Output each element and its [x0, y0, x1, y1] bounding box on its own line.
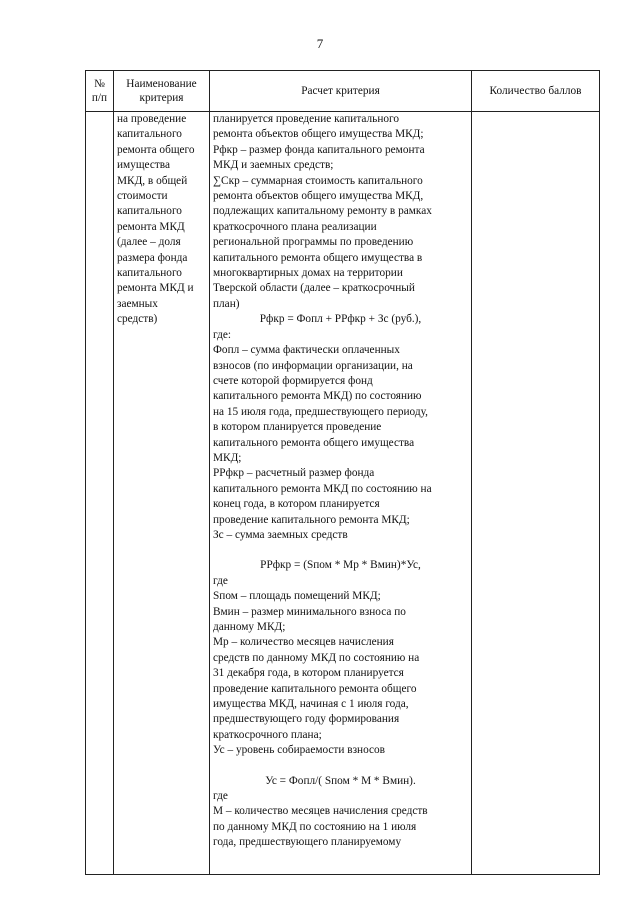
- table-row: [86, 112, 600, 875]
- calc-text-line: года, предшествующего планируемому: [213, 836, 402, 849]
- criterion-name-text: [117, 112, 206, 328]
- where-label-1: где:: [213, 328, 231, 341]
- calc-text-line: Вмин – размер минимального взноса по: [213, 605, 406, 618]
- calc-text-line: план): [213, 297, 240, 310]
- calc-text-line: данному МКД;: [213, 621, 286, 633]
- cell-name: [114, 112, 210, 875]
- cell-score: [472, 112, 600, 875]
- calc-text-line: конец года, в котором планируется: [213, 498, 380, 511]
- calc-text-line: капитального ремонта МКД по состоянию на: [213, 482, 432, 495]
- calc-text-line: проведение капитального ремонта МКД;: [213, 513, 410, 526]
- calc-text-block-3: [213, 589, 468, 758]
- calc-text-line: Рфкр – размер фонда капитального ремонта: [213, 143, 425, 156]
- calc-text-line: капитального ремонта общего имущества: [213, 436, 415, 449]
- calc-text-line: Фопл – сумма фактически оплаченных: [213, 344, 400, 357]
- header-calc: Расчет критерия: [210, 71, 472, 112]
- criterion-name-line: ремонта общего: [117, 143, 195, 156]
- calc-text-line: предшествующего году формирования: [213, 713, 400, 726]
- calc-text-line: многоквартирных домах на территории: [213, 267, 403, 280]
- calc-text-line: ремонта объектов общего имущества МКД;: [213, 128, 424, 141]
- calc-text-line: Ус – уровень собираемости взносов: [213, 744, 386, 757]
- criterion-name-line: стоимости: [117, 190, 168, 203]
- header-score: Количество баллов: [472, 71, 600, 112]
- criterion-name-line: на проведение: [117, 113, 187, 125]
- calc-text-line: планируется проведение капитального: [213, 113, 400, 125]
- calc-text-line: МКД и заемных средств;: [213, 159, 334, 172]
- calc-text-line: капитального ремонта общего имущества в: [213, 251, 423, 264]
- calc-text-line: Тверской области (далее – краткосрочный: [213, 282, 415, 295]
- criterion-name-line: средств): [117, 313, 158, 326]
- criterion-name-line: размера фонда: [117, 251, 188, 264]
- criterion-name-line: заемных: [117, 297, 158, 310]
- criterion-name-line: ремонта МКД: [117, 220, 185, 233]
- calc-text-block-4: [213, 804, 468, 850]
- formula-rfkr: Рфкр = Фопл + РРфкр + Зс (руб.),: [259, 313, 422, 326]
- calc-text-line: на 15 июля года, предшествующего периоду,: [213, 405, 428, 418]
- criteria-table: [85, 70, 600, 875]
- criterion-name-line: (далее – доля: [117, 236, 181, 249]
- calc-text-line: Зс – сумма заемных средств: [213, 528, 348, 541]
- calc-text-line: РРфкр – расчетный размер фонда: [213, 467, 375, 480]
- calc-text-line: краткосрочного плана реализации: [213, 220, 377, 233]
- calc-text-line: взносов (по информации организации, на: [213, 359, 413, 372]
- calc-text-line: М – количество месяцев начисления средств: [213, 805, 428, 818]
- formula-rrfkr: РРфкр = (Sпом * Мр * Вмин)*Ус,: [260, 559, 421, 572]
- calc-text-line: по данному МКД по состоянию на 1 июля: [213, 820, 417, 833]
- criterion-name-line: МКД, в общей: [117, 174, 188, 187]
- criterion-name-line: ремонта МКД и: [117, 282, 194, 295]
- cell-calc: [210, 112, 472, 875]
- calc-text-block-1: [213, 112, 468, 312]
- cell-num: [86, 112, 114, 875]
- calc-text-line: имущества МКД, начиная с 1 июля года,: [213, 698, 409, 711]
- calc-text-line: региональной программы по проведению: [213, 236, 414, 249]
- calc-text-line: краткосрочного плана;: [213, 728, 322, 741]
- calc-text-line: Sпом – площадь помещений МКД;: [213, 590, 381, 603]
- calc-text-line: ремонта объектов общего имущества МКД,: [213, 190, 424, 203]
- calc-text-line: Мр – количество месяцев начисления: [213, 636, 394, 649]
- where-label-2: где: [213, 574, 228, 587]
- page-number: 7: [316, 36, 324, 51]
- criterion-name-line: капитального: [117, 267, 182, 280]
- calc-text-line: подлежащих капитальному ремонту в рамках: [213, 205, 432, 218]
- criterion-name-line: имущества: [117, 159, 170, 172]
- calc-text-block-2: [213, 343, 468, 543]
- calc-text-line: в котором планируется проведение: [213, 421, 382, 434]
- criterion-name-line: капитального: [117, 205, 182, 218]
- table-header-row: [86, 71, 600, 112]
- where-label-3: где: [213, 790, 228, 803]
- calc-text-line: капитального ремонта МКД) по состоянию: [213, 390, 422, 403]
- calc-text-line: счете которой формируется фонд: [213, 374, 373, 387]
- formula-us: Ус = Фопл/( Sпом * М * Вмин).: [265, 774, 416, 787]
- header-num: № п/п: [86, 71, 114, 112]
- calc-text-line: 31 декабря года, в котором планируется: [213, 667, 404, 680]
- header-name: Наименование критерия: [114, 71, 210, 112]
- calc-text-line: ∑Скр – суммарная стоимость капитального: [213, 174, 423, 187]
- calc-text-line: МКД;: [213, 451, 242, 464]
- calc-text-line: проведение капитального ремонта общего: [213, 682, 417, 695]
- criterion-name-line: капитального: [117, 128, 182, 141]
- calc-text-line: средств по данному МКД по состоянию на: [213, 651, 420, 664]
